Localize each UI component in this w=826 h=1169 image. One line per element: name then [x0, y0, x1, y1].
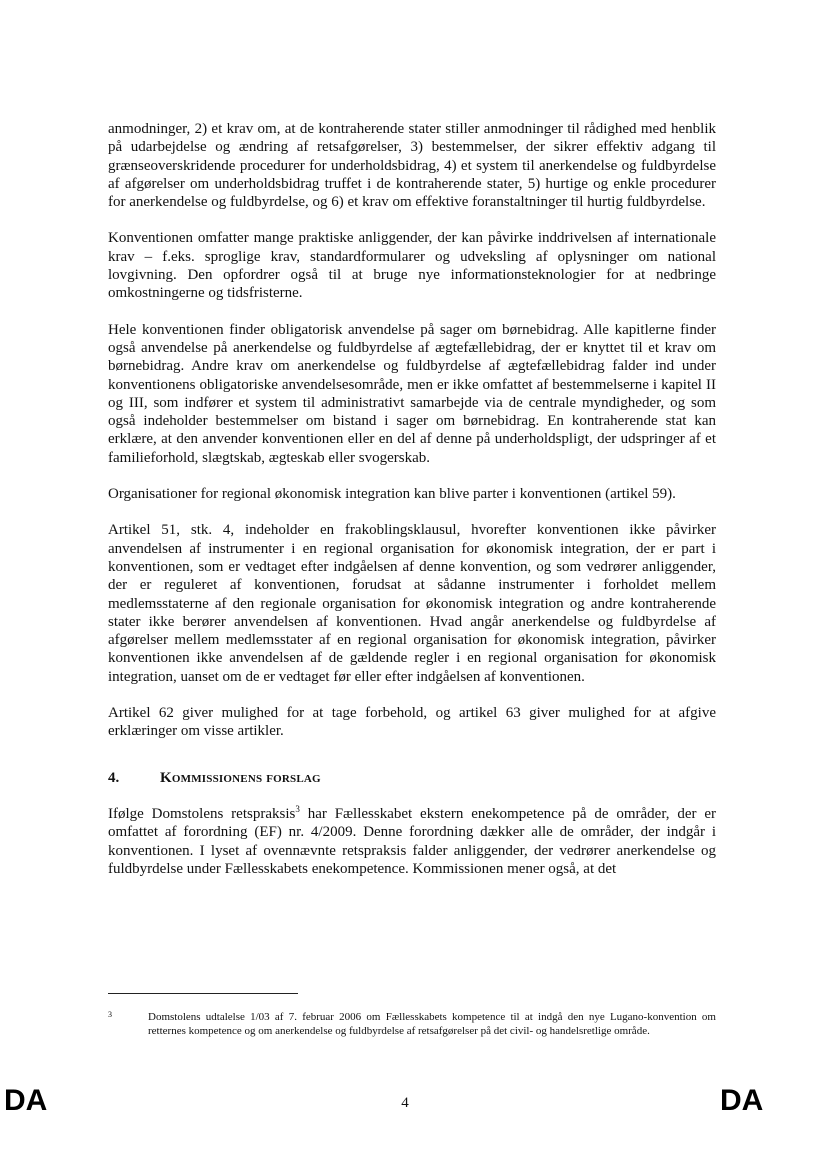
paragraph-7 — [108, 805, 716, 878]
language-code-left: DA — [4, 1084, 48, 1117]
body-text — [108, 120, 716, 896]
paragraph-6: Artikel 62 giver mulighed for at tage forbehold, og artikel 63 giver mulighed for at afgive erklæringer om visse artikler. — [108, 705, 716, 740]
section-number: 4. — [108, 769, 120, 786]
paragraph-5: Artikel 51, stk. 4, indeholder en frakoblingsklausul, hvorefter konventionen ikke påvirker anvendelsen af instrumenter i en regional organisation for økonomisk integration, der er part i konventionen, som er vedtaget efter indgåelsen af denne konvention, og som vedrører anliggender, der er reguleret af konventionen, forudsat at sådanne instrumenter i forholdet mellem medlemsstaterne af den regionale organisation for økonomisk integration og andre kontraherende stater ikke berører anvendelsen af konventionen. Hvad angår anerkendelse og fuldbyrdelse af afgørelser mellem medlemsstater af en regional organisation for økonomisk integration, påvirker konventionen ikke anvendelsen af de gældende regler i en regional organisation for økonomisk integration, uanset om de er vedtaget før eller efter indgåelsen af konventionen. — [108, 522, 716, 685]
footnote — [108, 1010, 716, 1038]
footnote-reference: 3 — [295, 803, 300, 814]
footnote-number: 3 — [108, 1010, 112, 1019]
section-title: Kommissionens forslag — [160, 769, 321, 786]
paragraph-2: Konventionen omfatter mange praktiske anliggender, der kan påvirke inddrivelsen af internationale krav – f.eks. sproglige krav, standardformularer og udveksling af oplysninger om national lovgivning. Den opfordrer også til at bruge nye informationsteknologier for at nedbringe omkostningerne og tidsfristerne. — [108, 230, 716, 302]
section-heading — [108, 769, 716, 787]
paragraph-4: Organisationer for regional økonomisk integration kan blive parter i konventionen (artikel 59). — [108, 486, 676, 503]
language-code-right: DA — [720, 1084, 764, 1117]
paragraph-1: anmodninger, 2) et krav om, at de kontraherende stater stiller anmodninger til rådighed med henblik på udarbejdelse og ændring af retsafgørelser, 3) bestemmelser, der sikrer effektiv adgang til grænseoverskridende procedurer for underholdsbidrag, 4) et system til anerkendelse og fuldbyrdelse af afgørelser om underholdsbidrag truffet i de kontraherende stater, 5) hurtige og enkle procedurer for anerkendelse og fuldbyrdelse, og 6) et krav om effektive foranstaltninger til hurtig fuldbyrdelse. — [108, 121, 716, 211]
page-number: 4 — [401, 1095, 409, 1111]
footnote-text: Domstolens udtalelse 1/03 af 7. februar 2006 om Fællesskabets kompetence til at indgå den nye Lugano-konvention om retternes kompetence og om anerkendelse og fuldbyrdelse af retsafgørelser på det civil- og handelsretlige område. — [148, 1011, 716, 1037]
footnote-separator — [108, 993, 298, 994]
paragraph-3: Hele konventionen finder obligatorisk anvendelse på sager om børnebidrag. Alle kapitlerne finder også anvendelse på anerkendelse og fuldbyrdelse af ægtefællebidrag, der er knyttet til et krav om børnebidrag. Andre krav om anerkendelse og fuldbyrdelse af ægtefællebidrag falder ind under konventionens obligatoriske anvendelsesområde, men er ikke omfattet af bestemmelserne i kapitel II og III, som indfører et system til administrativt samarbejde via de centrale myndigheder, og som også indeholder bestemmelser om bistand i sager om børnebidrag. En kontraherende stat kan erklære, at den anvender konventionen eller en del af denne på underholdspligt, der udspringer af et familieforhold, slægtskab, ægteskab eller svogerskab. — [108, 321, 716, 466]
paragraph-7-rest: har Fællesskabet ekstern enekompetence på de områder, der er omfattet af forordning (EF) nr. 4/2009. Denne forordning dækker alle de områder, der indgår i konventionen. I lyset af ovennævnte retspraksis falder anliggender, der vedrører anerkendelse og fuldbyrdelse under Fællesskabets enekompetence. Kommissionen mener også, at det — [108, 805, 716, 877]
paragraph-7-start: Ifølge Domstolens retspraksis — [108, 805, 296, 822]
